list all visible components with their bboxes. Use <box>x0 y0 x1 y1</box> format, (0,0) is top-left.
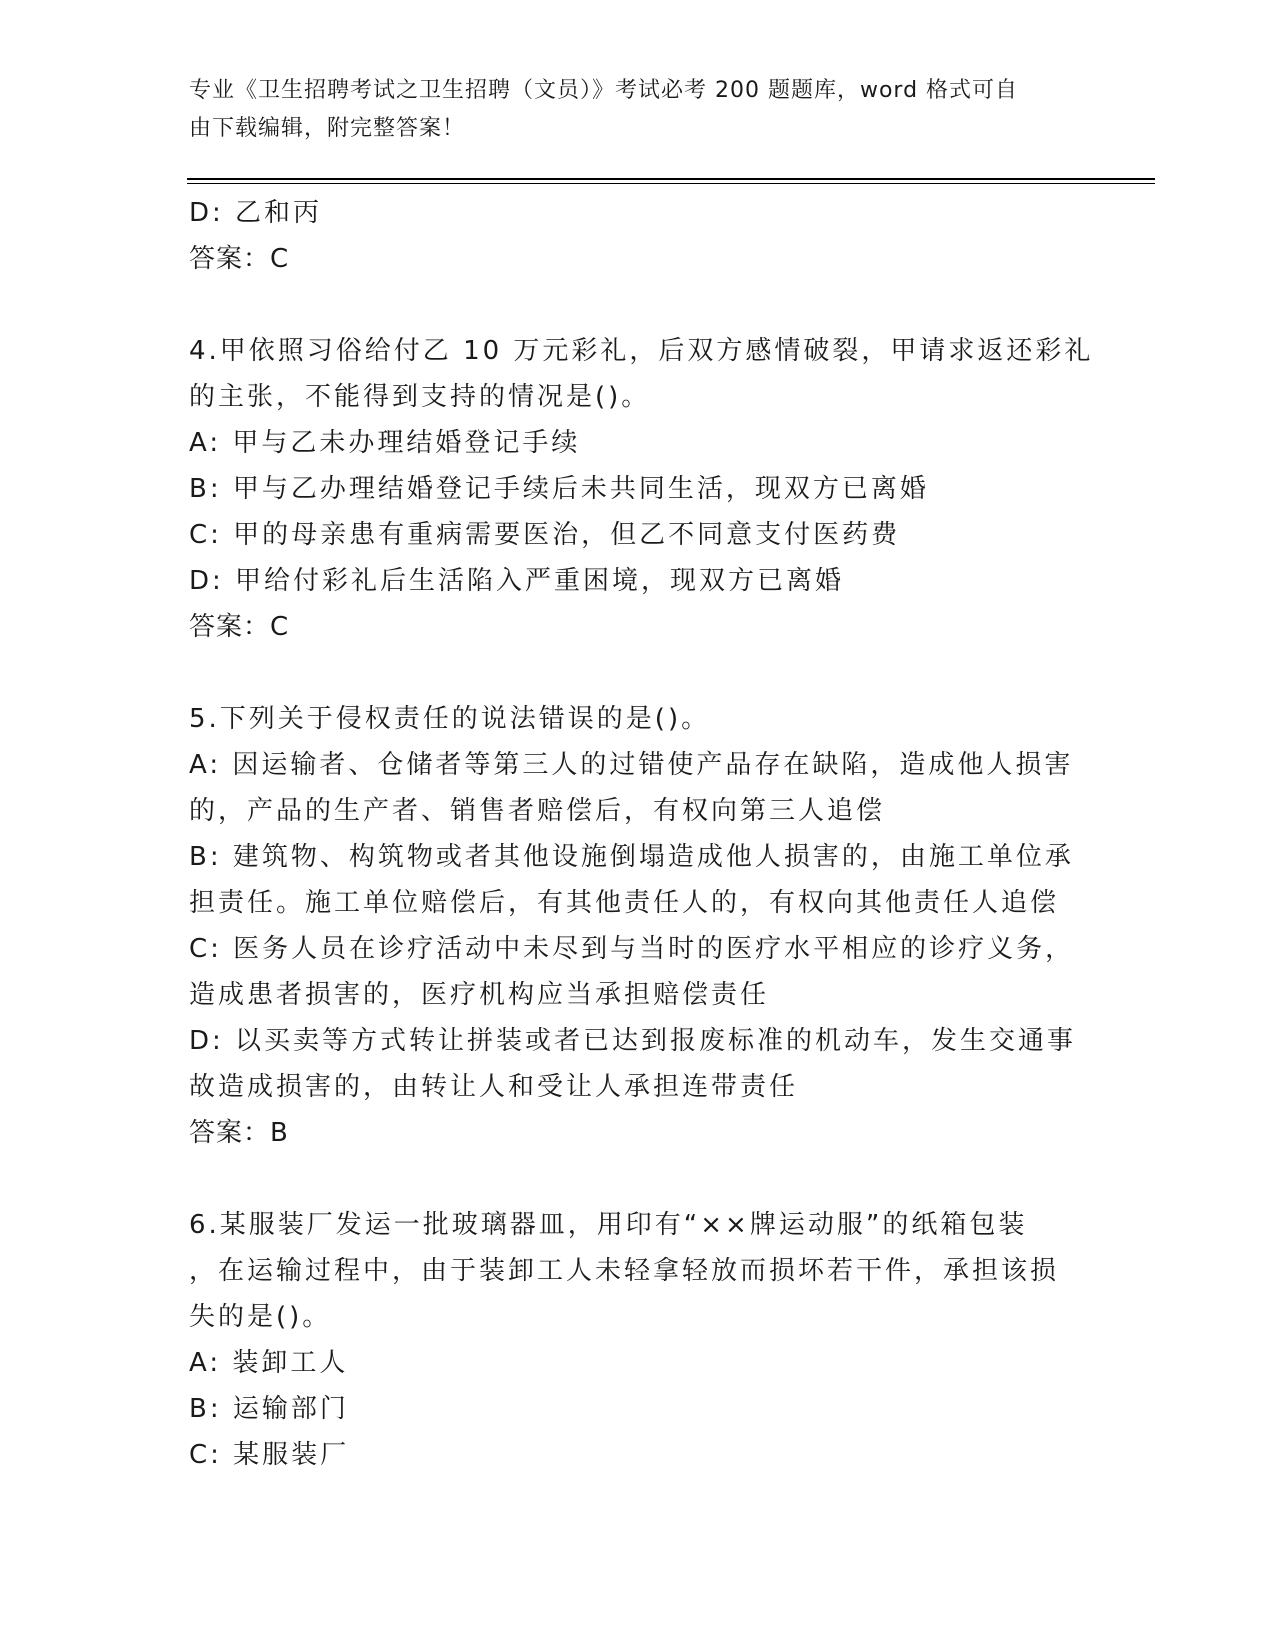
q5-option-d-line-1: D: 以买卖等方式转让拼装或者已达到报废标准的机动车，发生交通事 <box>189 1026 1077 1056</box>
question-4 <box>189 328 1094 650</box>
q5-option-d-line-2: 故造成损害的，由转让人和受让人承担连带责任 <box>189 1072 799 1102</box>
spacer <box>189 282 1089 328</box>
prev-option-d: D: 乙和丙 <box>189 198 323 228</box>
spacer <box>189 650 1089 696</box>
q4-option-c: C: 甲的母亲患有重病需要医治，但乙不同意支付医药费 <box>189 520 901 550</box>
prev-answer: 答案：C <box>189 244 290 274</box>
page-header <box>189 72 1089 148</box>
question-5 <box>189 696 1089 1156</box>
q4-option-a: A: 甲与乙未办理结婚登记手续 <box>189 428 581 458</box>
q5-stem: 5.下列关于侵权责任的说法错误的是()。 <box>189 704 711 734</box>
header-line-2: 由下载编辑，附完整答案！ <box>189 116 466 141</box>
q6-stem-line-3: 失的是()。 <box>189 1302 332 1332</box>
q5-option-c-line-1: C: 医务人员在诊疗活动中未尽到与当时的医疗水平相应的诊疗义务， <box>189 934 1075 964</box>
header-line-1: 专业《卫生招聘考试之卫生招聘（文员）》考试必考 200 题题库，word 格式可自 <box>189 78 1019 103</box>
q4-option-b: B: 甲与乙办理结婚登记手续后未共同生活，现双方已离婚 <box>189 474 929 504</box>
q4-option-d: D: 甲给付彩礼后生活陷入严重困境，现双方已离婚 <box>189 566 845 596</box>
header-divider-thick <box>187 178 1155 180</box>
q5-option-c-line-2: 造成患者损害的，医疗机构应当承担赔偿责任 <box>189 980 770 1010</box>
q6-stem-line-1: 6.某服装厂发运一批玻璃器皿，用印有“××牌运动服”的纸箱包装 <box>189 1210 1028 1240</box>
question-content <box>189 190 1094 1478</box>
q4-stem-line-1: 4.甲依照习俗给付乙 10 万元彩礼，后双方感情破裂，甲请求返还彩礼 <box>189 336 1094 366</box>
q4-answer: 答案：C <box>189 612 290 642</box>
q5-option-b-line-2: 担责任。施工单位赔偿后，有其他责任人的，有权向其他责任人追偿 <box>189 888 1060 918</box>
q5-option-b-line-1: B: 建筑物、构筑物或者其他设施倒塌造成他人损害的，由施工单位承 <box>189 842 1074 872</box>
q6-option-c: C: 某服装厂 <box>189 1440 350 1470</box>
q6-option-b: B: 运输部门 <box>189 1394 349 1424</box>
q4-stem-line-2: 的主张，不能得到支持的情况是()。 <box>189 382 651 412</box>
q5-answer: 答案：B <box>189 1118 289 1148</box>
header-divider-thin <box>187 183 1155 184</box>
question-6 <box>189 1202 1089 1478</box>
q6-stem-line-2: ，在运输过程中，由于装卸工人未轻拿轻放而损坏若干件，承担该损 <box>189 1256 1060 1286</box>
q5-option-a-line-1: A: 因运输者、仓储者等第三人的过错使产品存在缺陷，造成他人损害 <box>189 750 1074 780</box>
q5-option-a-line-2: 的，产品的生产者、销售者赔偿后，有权向第三人追偿 <box>189 796 886 826</box>
q6-option-a: A: 装卸工人 <box>189 1348 349 1378</box>
spacer <box>189 1156 1089 1202</box>
